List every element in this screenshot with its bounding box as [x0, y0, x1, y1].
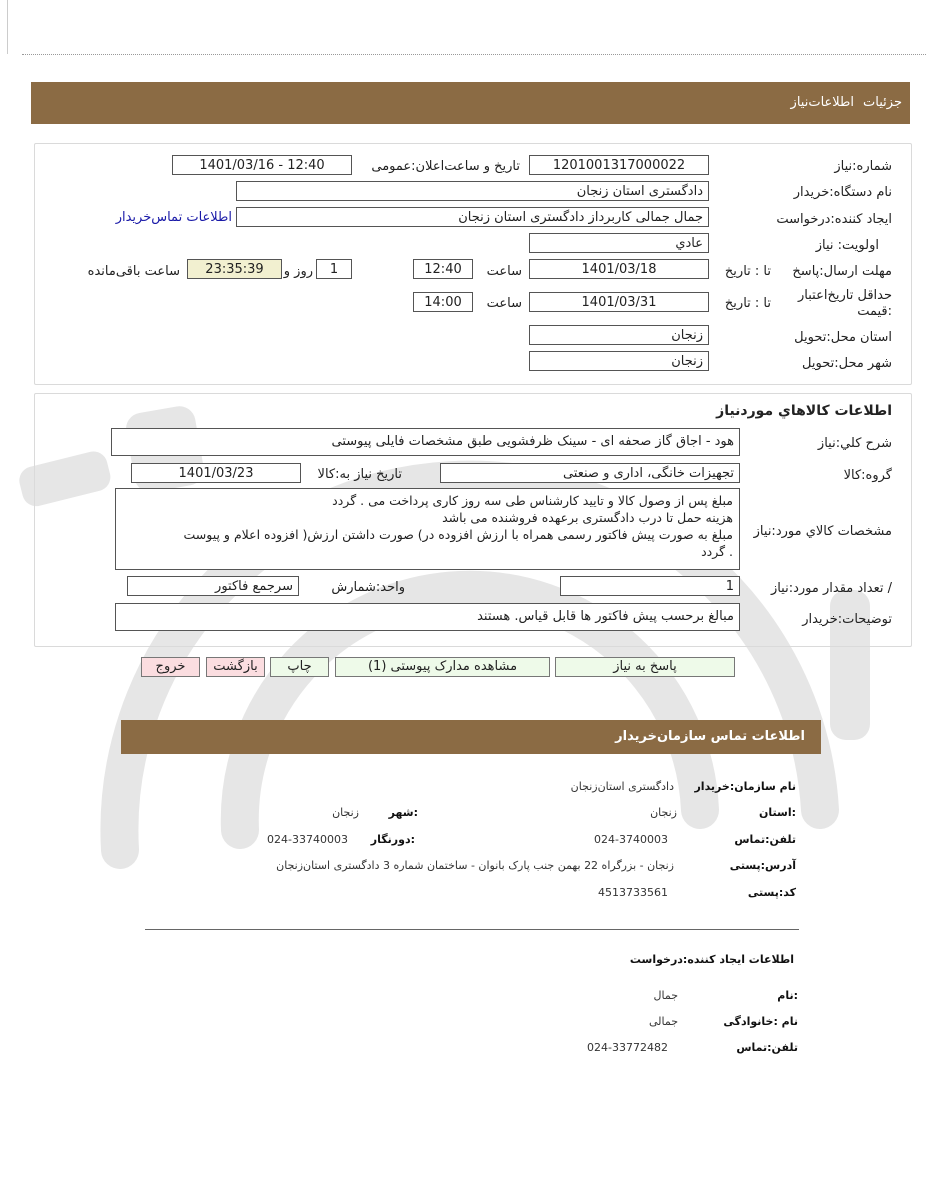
- deadline-time-label: ساعت: [486, 264, 522, 279]
- province-value: زنجان: [650, 806, 677, 819]
- unit-field: سرجمع فاکتور: [127, 576, 299, 596]
- delivery-city-field: زنجان: [529, 351, 709, 371]
- unit-label: واحد:شمارش: [331, 580, 405, 595]
- requester-phone-label: تلفن:تماس: [736, 1041, 798, 1054]
- requester-title: اطلاعات ایجاد کننده:درخواست: [629, 953, 794, 966]
- need-date-label: تاریخ نیاز به:کالا: [317, 467, 402, 482]
- buyer-contact-link[interactable]: اطلاعات تماس‌خریدار: [115, 210, 232, 225]
- remaining-label: ساعت باقی‌مانده: [87, 264, 180, 279]
- goods-desc-field: هود - اجاق گاز صحفه ای - سینک ظرفشویی طبق مشخصات فایلی پیوستی: [111, 428, 740, 456]
- requester-family-value: جمالی: [648, 1015, 678, 1028]
- validity-time-field: 14:00: [413, 292, 473, 312]
- deadline-date-field: 1401/03/18: [529, 259, 709, 279]
- creator-label: ایجاد کننده:درخواست: [776, 212, 892, 227]
- announce-date-label: تاریخ و ساعت‌اعلان:عمومی: [371, 159, 520, 174]
- buyer-notes-field: مبالغ برحسب پیش فاکتور ها قابل قیاس. هستند: [115, 603, 740, 631]
- deadline-label: مهلت ارسال:پاسخ: [792, 264, 892, 279]
- requester-name-value: جمال: [653, 989, 678, 1002]
- creator-field: جمال جمالی کاربرداز دادگستری استان زنجان: [236, 207, 709, 227]
- priority-field: عادي: [529, 233, 709, 253]
- phone-value: 024-3740003: [594, 833, 668, 846]
- org-name-value: دادگستری استان‌زنجان: [570, 780, 674, 793]
- city-label: :شهر: [388, 806, 418, 819]
- buyer-device-field: دادگستری استان زنجان: [236, 181, 709, 201]
- goods-specs-field: [115, 488, 740, 570]
- view-attachments-button[interactable]: مشاهده مدارک پیوستی (1): [335, 657, 550, 677]
- fax-value: 024-33740003: [267, 833, 348, 846]
- goods-specs-label: مشخصات كالاي مورد:نياز: [753, 524, 892, 539]
- validity-date-field: 1401/03/31: [529, 292, 709, 312]
- tab-details[interactable]: جزئیات: [863, 95, 902, 110]
- address-label: آدرس:پستی: [729, 859, 796, 872]
- top-divider: [22, 54, 926, 55]
- specs-line: هزینه حمل تا درب دادگستری برعهده فروشنده می باشد: [442, 510, 733, 525]
- quantity-label: / تعداد مقدار مورد:نیاز: [770, 581, 892, 596]
- section-divider: [145, 929, 799, 930]
- goods-group-field: تجهیزات خانگی، اداری و صنعتی: [440, 463, 740, 483]
- deadline-until-label: تا : تاریخ: [724, 264, 771, 279]
- need-number-label: شماره:نیاز: [834, 159, 892, 174]
- deadline-time-field: 12:40: [413, 259, 473, 279]
- tab-need-info[interactable]: اطلاعات‌نیاز: [790, 95, 854, 110]
- requester-family-label: نام :خانوادگی: [723, 1015, 798, 1028]
- specs-line: . گردد: [701, 544, 733, 559]
- requester-name-label: :نام: [777, 989, 798, 1002]
- buyer-device-label: نام دستگاه:خریدار: [793, 185, 892, 200]
- specs-line: مبلغ به صورت پیش فاکتور رسمی همراه با ارزش افزوده در) صورت داشتن ارزش( افزوده اعلام و پیوست: [183, 527, 733, 542]
- left-edge-line: [7, 0, 8, 54]
- province-label: :استان: [759, 806, 796, 819]
- buyer-contact-header: [121, 720, 821, 754]
- goods-section-title: اطلاعات كالاهاي موردنياز: [716, 403, 892, 419]
- days-label: روز و: [283, 264, 313, 279]
- print-button[interactable]: چاپ: [270, 657, 329, 677]
- postal-code-value: 4513733561: [598, 886, 668, 899]
- remaining-time-field: 23:35:39: [187, 259, 282, 279]
- exit-button[interactable]: خروج: [141, 657, 200, 677]
- header-bar: [31, 82, 910, 124]
- priority-label: اولویت: نیاز: [815, 238, 879, 253]
- buyer-notes-label: توضیحات:خریدار: [802, 612, 892, 627]
- org-name-label: نام سازمان:خریدار: [694, 780, 796, 793]
- buyer-contact-title: اطلاعات تماس سازمان‌خریدار: [615, 729, 805, 744]
- back-button[interactable]: بازگشت: [206, 657, 265, 677]
- remaining-days-field: 1: [316, 259, 352, 279]
- validity-label: حداقل تاریخ‌اعتبار :قیمت: [798, 288, 892, 319]
- announce-date-field: 1401/03/16 - 12:40: [172, 155, 352, 175]
- phone-label: تلفن:تماس: [734, 833, 796, 846]
- city-value: زنجان: [332, 806, 359, 819]
- goods-group-label: گروه:کالا: [843, 468, 892, 483]
- delivery-city-label: شهر محل:تحویل: [802, 356, 892, 371]
- need-date-field: 1401/03/23: [131, 463, 301, 483]
- delivery-province-label: استان محل:تحویل: [794, 330, 892, 345]
- requester-phone-value: 024-33772482: [587, 1041, 668, 1054]
- fax-label: :دورنگار: [370, 833, 415, 846]
- validity-time-label: ساعت: [486, 296, 522, 311]
- specs-line: مبلغ پس از وصول کالا و تایید کارشناس طی سه روز کاری پرداخت می . گردد: [332, 493, 733, 508]
- address-value: زنجان - بزرگراه 22 بهمن جنب پارک بانوان - ساختمان شماره 3 دادگستری استان‌زنجان: [276, 859, 674, 872]
- postal-code-label: کد:پستی: [747, 886, 796, 899]
- respond-button[interactable]: پاسخ به نیاز: [555, 657, 735, 677]
- goods-desc-label: شرح كلي:نياز: [817, 436, 892, 451]
- quantity-field: 1: [560, 576, 740, 596]
- delivery-province-field: زنجان: [529, 325, 709, 345]
- validity-until-label: تا : تاریخ: [724, 296, 771, 311]
- need-number-field: 1201001317000022: [529, 155, 709, 175]
